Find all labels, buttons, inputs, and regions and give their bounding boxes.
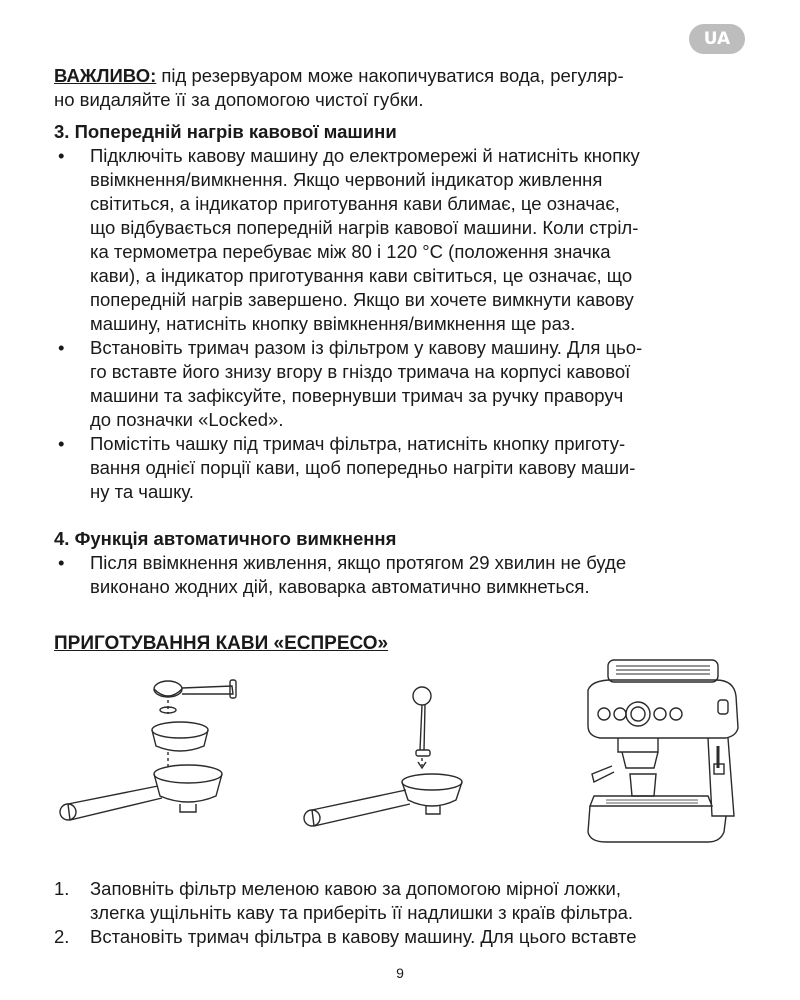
step-item <box>54 877 754 925</box>
text-line: машину, натисніть кнопку ввімкнення/вимкнення ще раз. <box>90 313 576 334</box>
filter-assembly-illustration <box>40 674 240 844</box>
text-line: Заповніть фільтр меленою кавою за допомогою мірної ложки, <box>90 878 621 899</box>
step-number: 2. <box>54 926 70 947</box>
important-label: ВАЖЛИВО: <box>54 65 157 86</box>
text-line: Після ввімкнення живлення, якщо протягом 29 хвилин не буде <box>90 552 627 573</box>
text-line: до позначки «Locked». <box>90 409 284 430</box>
bullet-item <box>54 336 754 432</box>
text-line: Підключіть кавову машину до електромережі й натисніть кнопку <box>90 145 640 166</box>
important-text-line-1: під резервуаром може накопичуватися вода, регуляр- <box>156 65 624 86</box>
bullet-item <box>54 551 754 599</box>
text-line: го вставте його знизу вгору в гніздо тримача на корпусі кавової <box>90 361 631 382</box>
espresso-machine-illustration <box>578 656 748 846</box>
text-line: Помістіть чашку під тримач фільтра, натисніть кнопку приготу- <box>90 433 626 454</box>
bullet-marker: • <box>58 433 65 454</box>
tamper-illustration <box>290 674 470 844</box>
text-line: світиться, а індикатор приготування кави блимає, це означає, <box>90 193 620 214</box>
text-line: Встановіть тримач разом із фільтром у кавову машину. Для цьо- <box>90 337 643 358</box>
section-3-heading: 3. Попередній нагрів кавової машини <box>54 121 397 142</box>
figure-tamping <box>290 674 470 844</box>
important-text-line-2: но видаляйте її за допомогою чистої губки. <box>54 89 424 110</box>
text-line: попередній нагрів завершено. Якщо ви хочете вимкнути кавову <box>90 289 634 310</box>
bullet-marker: • <box>58 552 65 573</box>
text-line: кави), а індикатор приготування кави світиться, це означає, що <box>90 265 633 286</box>
text-line: виконано жодних дій, кавоварка автоматично вимкнеться. <box>90 576 590 597</box>
espresso-section-title: ПРИГОТУВАННЯ КАВИ «ЕСПРЕСО» <box>54 633 389 654</box>
text-line: машини та зафіксуйте, повернувши тримач за ручку праворуч <box>90 385 624 406</box>
bullet-marker: • <box>58 145 65 166</box>
important-note <box>54 64 754 112</box>
figure-filling-filter <box>40 674 240 844</box>
page-number: 9 <box>396 965 404 981</box>
bullet-item <box>54 144 754 336</box>
step-number: 1. <box>54 878 70 899</box>
section-4-list <box>54 551 754 599</box>
bullet-item <box>54 432 754 504</box>
text-line: що відбувається попередній нагрів кавової машини. Коли стріл- <box>90 217 639 238</box>
text-line: Встановіть тримач фільтра в кавову машину. Для цього вставте <box>90 926 637 947</box>
text-line: ну та чашку. <box>90 481 194 502</box>
section-3-list <box>54 144 754 504</box>
text-line: вання однієї порції кави, щоб попередньо нагріти кавову маши- <box>90 457 636 478</box>
section-4-heading: 4. Функція автоматичного вимкнення <box>54 528 397 549</box>
step-item <box>54 925 754 949</box>
text-line: злегка ущільніть каву та приберіть її надлишки з країв фільтра. <box>90 902 634 923</box>
espresso-steps <box>54 877 754 949</box>
text-line: ввімкнення/вимкнення. Якщо червоний індикатор живлення <box>90 169 603 190</box>
language-badge: UA <box>689 24 745 54</box>
bullet-marker: • <box>58 337 65 358</box>
figure-espresso-machine <box>578 656 748 846</box>
text-line: ка термометра перебуває між 80 і 120 °C (положення значка <box>90 241 611 262</box>
page-content <box>54 64 754 599</box>
